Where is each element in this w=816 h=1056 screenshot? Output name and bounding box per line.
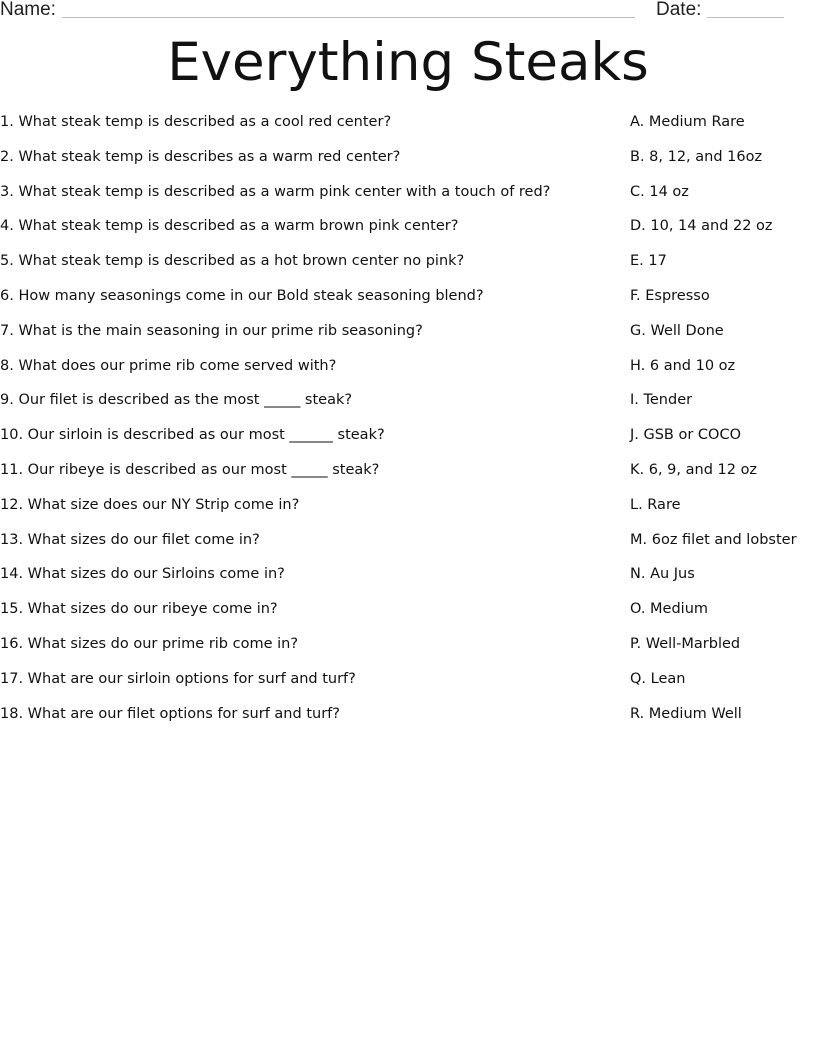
name-field-line[interactable] [62,17,635,18]
answer-item: B. 8, 12, and 16oz [630,148,763,165]
answer-item: P. Well-Marbled [630,635,741,652]
answer-item: K. 6, 9, and 12 oz [630,461,758,478]
question-item: 1. What steak temp is described as a cool red center? [0,114,392,130]
answer-item: N. Au Jus [630,566,695,583]
answer-item: F. Espresso [630,287,710,304]
question-item: 11. Our ribeye is described as our most _____ steak? [0,461,380,478]
question-item: 15. What sizes do our ribeye come in? [0,601,278,618]
question-item: 10. Our sirloin is described as our most ______ steak? [0,427,385,444]
answer-item: R. Medium Well [630,705,742,722]
answer-item: L. Rare [630,496,681,513]
question-item: 17. What are our sirloin options for surf and turf? [0,670,356,687]
answer-item: A. Medium Rare [630,114,745,130]
answer-item: D. 10, 14 and 22 oz [630,218,773,235]
name-label: Name: [0,0,56,20]
question-item: 13. What sizes do our filet come in? [0,531,260,548]
question-item: 4. What steak temp is described as a warm brown pink center? [0,218,459,235]
answer-item: I. Tender [630,392,693,409]
answer-list [630,112,816,738]
question-item: 18. What are our filet options for surf and turf? [0,705,340,722]
answer-item: H. 6 and 10 oz [630,357,736,374]
answer-item: J. GSB or COCO [630,427,742,444]
answer-item: C. 14 oz [630,183,689,200]
question-item: 16. What sizes do our prime rib come in? [0,635,299,652]
date-field-line[interactable] [707,17,784,18]
answer-item: G. Well Done [630,322,724,339]
question-item: 3. What steak temp is described as a warm pink center with a touch of red? [0,183,551,200]
answer-item: M. 6oz filet and lobster [630,531,797,548]
page-title: Everything Steaks [167,32,649,93]
question-item: 7. What is the main seasoning in our prime rib seasoning? [0,322,423,339]
question-item: 2. What steak temp is describes as a warm red center? [0,148,401,165]
question-item: 12. What size does our NY Strip come in? [0,496,300,513]
answer-item: Q. Lean [630,670,686,687]
worksheet-header [0,0,816,22]
answer-item: E. 17 [630,253,667,270]
date-label: Date: [656,0,702,20]
answer-item: O. Medium [630,601,709,618]
question-item: 9. Our filet is described as the most _____ steak? [0,392,353,409]
question-item: 8. What does our prime rib come served with? [0,357,337,374]
question-item: 6. How many seasonings come in our Bold steak seasoning blend? [0,287,484,304]
question-list [0,112,610,738]
question-item: 5. What steak temp is described as a hot brown center no pink? [0,253,465,270]
question-item: 14. What sizes do our Sirloins come in? [0,566,285,583]
